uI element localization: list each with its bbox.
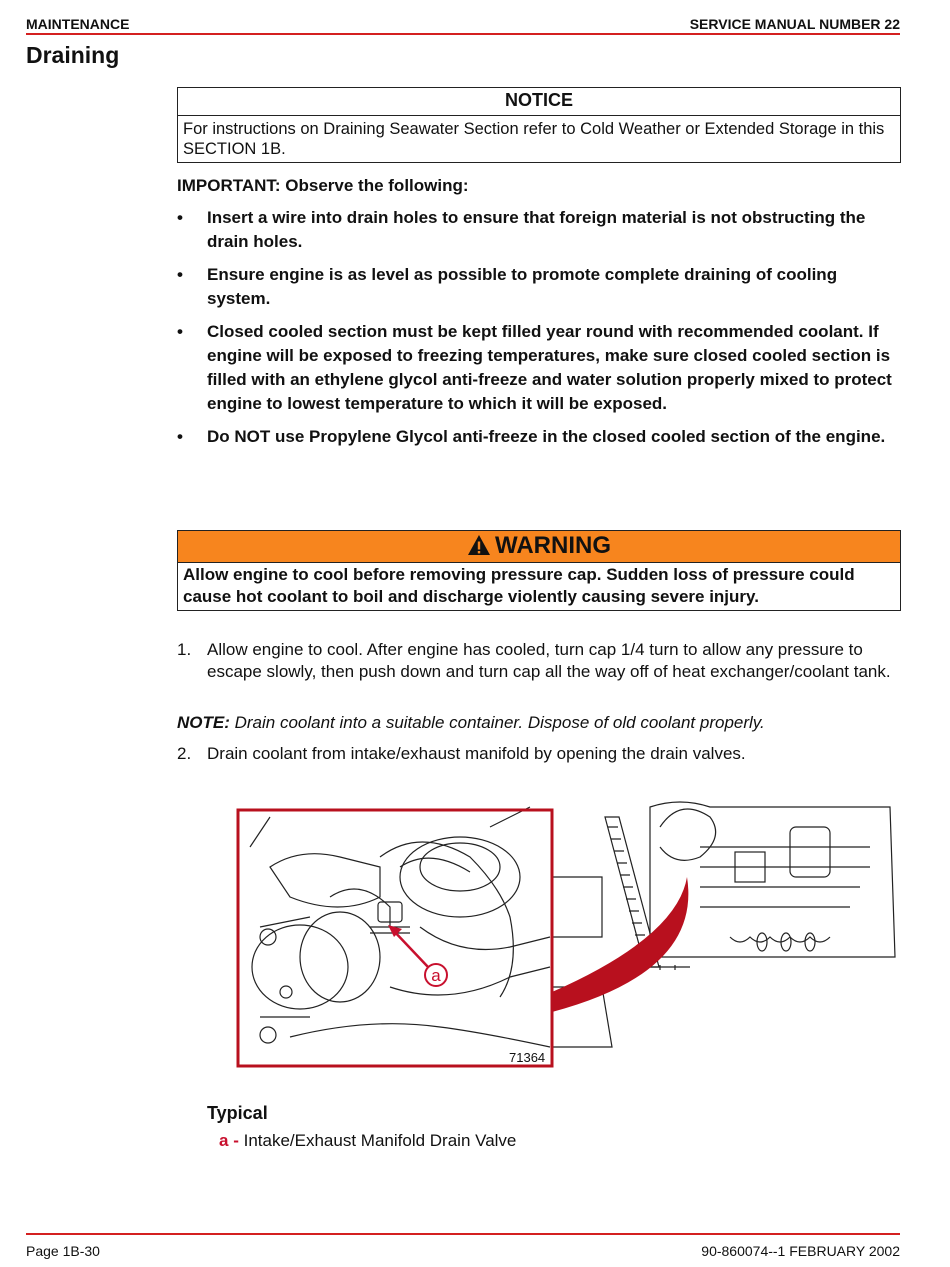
section-title: Draining: [26, 42, 120, 68]
important-item-text: Ensure engine is as level as possible to promote complete draining of cooling system.: [207, 265, 838, 308]
caption-title: Typical: [207, 1103, 268, 1123]
important-item-text: Insert a wire into drain holes to ensure that foreign material is not obstructing the drain holes.: [207, 208, 866, 251]
important-item: [177, 206, 899, 254]
warning-box: [177, 530, 901, 611]
note-label: NOTE:: [177, 713, 230, 732]
drain-valve-illustration: [230, 787, 900, 1077]
caption-legend-row: [219, 1131, 516, 1151]
step-1: [177, 639, 901, 683]
note-text: Drain coolant into a suitable container. Dispose of old coolant properly.: [229, 713, 765, 732]
page-number: Page 1B-30: [26, 1243, 100, 1259]
footer-rule: [26, 1233, 900, 1235]
warning-triangle-icon: [467, 534, 491, 556]
step-number: 2.: [177, 744, 192, 763]
important-item: [177, 263, 899, 311]
warning-header: [178, 531, 900, 563]
running-header-manual: SERVICE MANUAL NUMBER 22: [689, 16, 900, 32]
engine-line-drawing: [230, 787, 900, 1077]
important-item-text: Do NOT use Propylene Glycol anti-freeze in the closed cooled section of the engine.: [207, 427, 886, 446]
caption-text: Intake/Exhaust Manifold Drain Valve: [243, 1131, 517, 1150]
notice-heading: NOTICE: [178, 88, 900, 116]
important-item: [177, 320, 899, 416]
figure-callout-label: a: [431, 966, 441, 985]
step-text: Drain coolant from intake/exhaust manifold by opening the drain valves.: [207, 744, 746, 763]
important-heading: IMPORTANT: Observe the following:: [177, 176, 469, 195]
important-item: [177, 425, 899, 449]
bullet-icon: •: [177, 208, 183, 227]
bullet-icon: •: [177, 427, 183, 446]
important-item-text: Closed cooled section must be kept filled year round with recommended coolant. If engine will be exposed to freezing temperatures, make sure closed cooled section is filled with an ethylene glycol anti-freeze and water solution properly mixed to protect engine to lowest temperature to which it will be exposed.: [207, 322, 892, 413]
figure-number: 71364: [509, 1050, 546, 1065]
warning-body: Allow engine to cool before removing pressure cap. Sudden loss of pressure could cause hot coolant to boil and discharge violently causing severe injury.: [183, 565, 855, 606]
caption-key: a: [219, 1131, 229, 1150]
header-rule: [26, 33, 900, 35]
caption-separator: -: [233, 1131, 239, 1150]
step-2: [177, 743, 901, 765]
bullet-icon: •: [177, 265, 183, 284]
bullet-icon: •: [177, 322, 183, 341]
notice-box: [177, 87, 901, 163]
document-id-date: 90-860074--1 FEBRUARY 2002: [701, 1243, 900, 1259]
step-number: 1.: [177, 640, 192, 659]
notice-body: For instructions on Draining Seawater Section refer to Cold Weather or Extended Storage in this SECTION 1B.: [183, 120, 885, 158]
running-header-section: MAINTENANCE: [26, 16, 130, 32]
step-text: Allow engine to cool. After engine has cooled, turn cap 1/4 turn to allow any pressure to escape slowly, then push down and turn cap all the way off of heat exchanger/coolant tank.: [207, 640, 891, 681]
note: [177, 713, 765, 733]
warning-heading: WARNING: [495, 532, 611, 559]
important-list: [177, 206, 899, 458]
